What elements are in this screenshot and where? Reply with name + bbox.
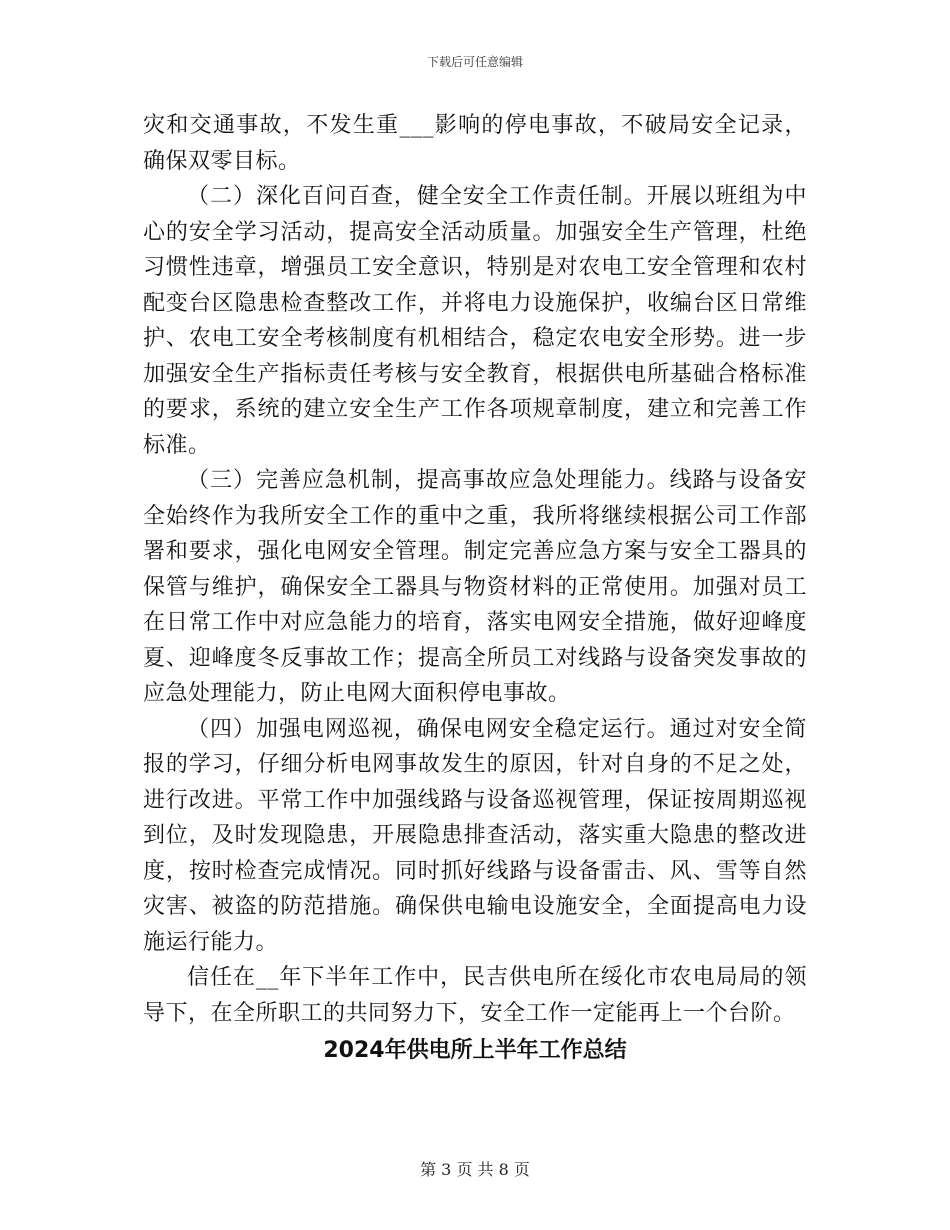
document-body: [143, 108, 807, 1069]
paragraph-continuation: 灾和交通事故，不发生重___影响的停电事故，不破局安全记录，确保双零目标。: [143, 113, 807, 174]
paragraph-conclusion: 信任在__年下半年工作中，民吉供电所在绥化市农电局局的领导下，在全所职工的共同努力下，安全工作一定能再上一个台阶。: [143, 965, 807, 1026]
page-header: 下载后可任意编辑: [426, 55, 523, 69]
section-title: 2024年供电所上半年工作总结: [323, 1038, 627, 1063]
paragraph-section-3: （三）完善应急机制，提高事故应急处理能力。线路与设备安全始终作为我所安全工作的重中之重，我所将继续根据公司工作部署和要求，强化电网安全管理。制定完善应急方案与安全工器具的保管与维护，确保安全工器具与物资材料的正常使用。加强对员工在日常工作中对应急能力的培育，落实电网安全措施，做好迎峰度夏、迎峰度冬反事故工作；提高全所员工对线路与设备突发事故的应急处理能力，防止电网大面积停电事故。: [143, 468, 807, 706]
page-footer: 第 3 页 共 8 页: [420, 1160, 530, 1179]
paragraph-section-4: （四）加强电网巡视，确保电网安全稳定运行。通过对安全简报的学习，仔细分析电网事故发生的原因，针对自身的不足之处，进行改进。平常工作中加强线路与设备巡视管理，保证按周期巡视到位，及时发现隐患，开展隐患排查活动，落实重大隐患的整改进度，按时检查完成情况。同时抓好线路与设备雷击、风、雪等自然灾害、被盗的防范措施。确保供电输电设施安全，全面提高电力设施运行能力。: [143, 716, 807, 955]
paragraph-section-2: （二）深化百问百查，健全安全工作责任制。开展以班组为中心的安全学习活动，提高安全活动质量。加强安全生产管理，杜绝习惯性违章，增强员工安全意识，特别是对农电工安全管理和农村配变台区隐患检查整改工作，并将电力设施保护，收编台区日常维护、农电工安全考核制度有机相结合，稳定农电安全形势。进一步加强安全生产指标责任考核与安全教育，根据供电所基础合格标准的要求，系统的建立安全生产工作各项规章制度，建立和完善工作标准。: [143, 184, 807, 458]
